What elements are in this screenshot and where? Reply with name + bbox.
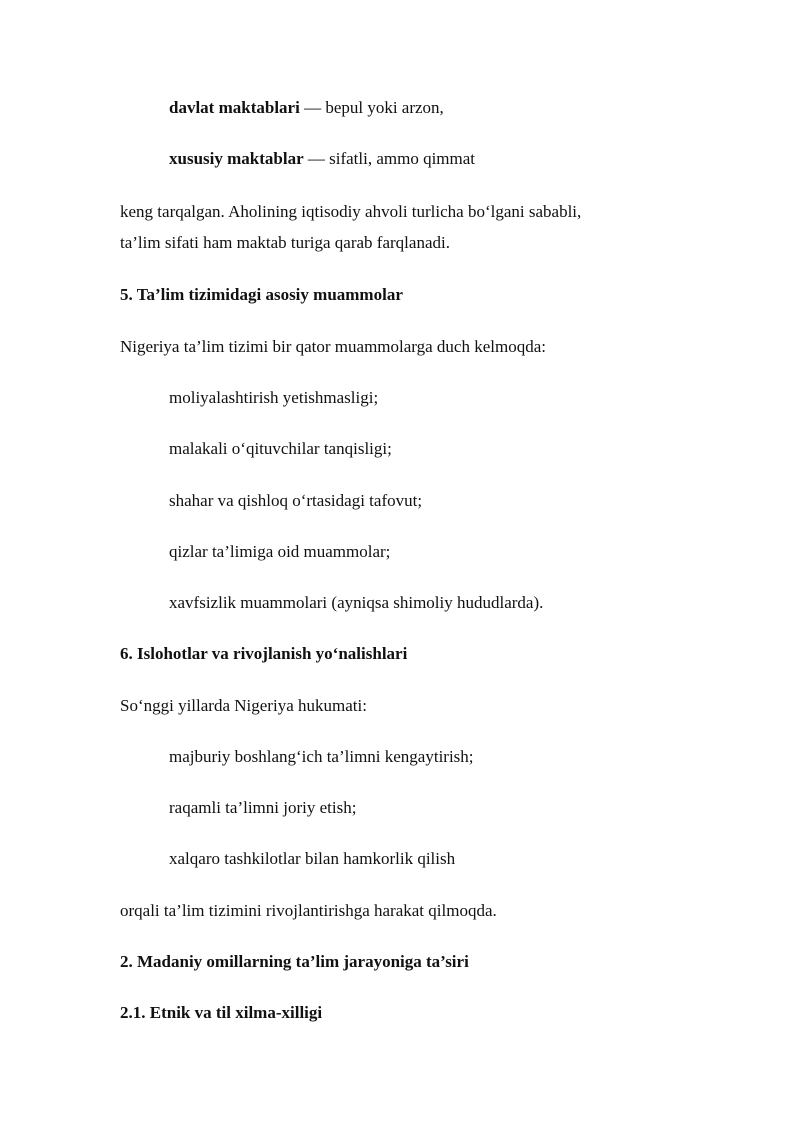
list-item: moliyalashtirish yetishmasligi;	[169, 388, 379, 407]
list-item: qizlar ta’limiga oid muammolar;	[169, 542, 391, 561]
school-type-private	[169, 149, 475, 169]
list-item: malakali o‘qituvchilar tanqisligi;	[169, 439, 392, 458]
list-item: majburiy boshlang‘ich ta’limni kengaytirish;	[169, 747, 474, 766]
chapter-heading: 2. Madaniy omillarning ta’lim jarayoniga ta’siri	[120, 952, 469, 971]
list-item: raqamli ta’limni joriy etish;	[169, 798, 357, 817]
section-heading: 6. Islohotlar va rivojlanish yo‘nalishlari	[120, 644, 408, 663]
list-item: xalqaro tashkilotlar bilan hamkorlik qilish	[169, 849, 456, 868]
paragraph-line: keng tarqalgan. Aholining iqtisodiy ahvoli turlicha bo‘lgani sababli,	[120, 202, 582, 221]
paragraph-line: ta’lim sifati ham maktab turiga qarab farqlanadi.	[120, 233, 450, 252]
school-type-description: — sifatli, ammo qimmat	[303, 149, 476, 168]
subsection-heading: 2.1. Etnik va til xilma-xilligi	[120, 1003, 323, 1022]
school-type-public	[169, 98, 444, 118]
school-type-term: davlat maktablari	[169, 98, 300, 117]
section-closing: orqali ta’lim tizimini rivojlantirishga harakat qilmoqda.	[120, 901, 497, 920]
list-item: shahar va qishloq o‘rtasidagi tafovut;	[169, 491, 423, 510]
section-intro: So‘nggi yillarda Nigeriya hukumati:	[120, 696, 367, 715]
school-type-description: — bepul yoki arzon,	[299, 98, 444, 117]
school-type-term: xususiy maktablar	[169, 149, 304, 168]
list-item: xavfsizlik muammolari (ayniqsa shimoliy hududlarda).	[169, 593, 544, 612]
section-intro: Nigeriya ta’lim tizimi bir qator muammolarga duch kelmoqda:	[120, 337, 546, 356]
section-heading: 5. Ta’lim tizimidagi asosiy muammolar	[120, 285, 403, 304]
